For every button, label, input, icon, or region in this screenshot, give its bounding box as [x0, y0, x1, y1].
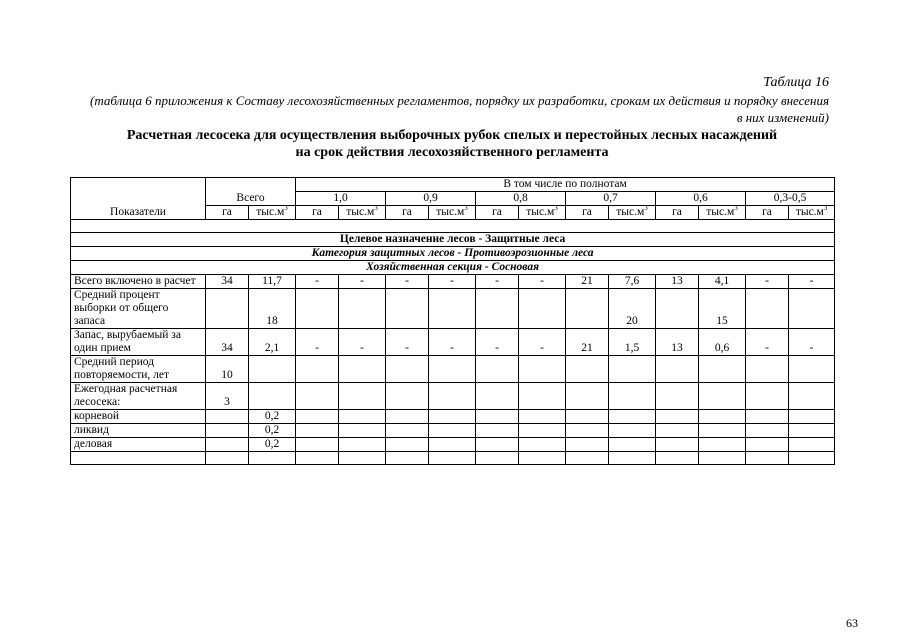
table-cell — [476, 424, 519, 438]
table-cell — [429, 438, 476, 452]
table-cell — [249, 383, 296, 410]
table-cell — [476, 410, 519, 424]
header-unit-ha: га — [476, 206, 519, 220]
table-cell — [609, 424, 656, 438]
table-cell — [566, 289, 609, 329]
header-density: 0,8 — [476, 192, 566, 206]
table-row — [71, 438, 835, 452]
table-cell — [519, 410, 566, 424]
table-cell: 0,2 — [249, 424, 296, 438]
table-row — [71, 383, 835, 410]
table-cell — [296, 289, 339, 329]
table-cell — [429, 356, 476, 383]
table-cell — [249, 356, 296, 383]
table-cell — [789, 410, 835, 424]
table-cell — [476, 383, 519, 410]
table-cell — [789, 438, 835, 452]
table-cell — [699, 424, 746, 438]
table-number: Таблица 16 — [763, 75, 829, 90]
table-cell — [656, 424, 699, 438]
table-cell — [296, 383, 339, 410]
table-cell — [746, 383, 789, 410]
table-cell — [339, 410, 386, 424]
table-cell — [476, 356, 519, 383]
table-cell: 13 — [656, 275, 699, 289]
table-cell — [339, 289, 386, 329]
table-cell — [386, 356, 429, 383]
table-cell — [609, 410, 656, 424]
table-cell: - — [296, 275, 339, 289]
table-cell: 10 — [206, 356, 249, 383]
table-cell: 18 — [249, 289, 296, 329]
table-row — [71, 424, 835, 438]
table-cell — [429, 383, 476, 410]
header-density: 1,0 — [296, 192, 386, 206]
table-cell — [386, 289, 429, 329]
table-cell: - — [519, 329, 566, 356]
table-cell: 0,2 — [249, 410, 296, 424]
table-cell — [746, 289, 789, 329]
table-cell — [519, 289, 566, 329]
table-cell — [296, 356, 339, 383]
table-cell: - — [789, 275, 835, 289]
header-unit-m3: $тыс.м^3$ — [609, 206, 656, 220]
header-including: В том числе по полнотам — [296, 178, 835, 192]
table-cell: - — [339, 275, 386, 289]
section-category: Категория защитных лесов - Противоэрозионные леса — [71, 247, 835, 261]
table-cell — [566, 356, 609, 383]
table-cell — [656, 410, 699, 424]
table-cell: - — [746, 275, 789, 289]
table-cell: 1,5 — [609, 329, 656, 356]
table-cell: - — [746, 329, 789, 356]
table-reference: (таблица 6 приложения к Составу лесохозяйственных регламентов, порядку их разработки, срокам их действия и порядку внесения в них изменений) — [90, 93, 829, 125]
header-unit-m3: $тыс.м^3$ — [429, 206, 476, 220]
table-cell — [296, 424, 339, 438]
table-cell — [429, 410, 476, 424]
header-unit-m3: $тыс.м^3$ — [519, 206, 566, 220]
row-label: Всего включено в расчет — [71, 275, 206, 289]
table-cell: 2,1 — [249, 329, 296, 356]
table-cell: - — [476, 275, 519, 289]
table-row — [71, 356, 835, 383]
header-density: 0,6 — [656, 192, 746, 206]
table-cell — [206, 424, 249, 438]
table-cell — [566, 410, 609, 424]
table-cell: - — [429, 275, 476, 289]
header-density: 0,7 — [566, 192, 656, 206]
table-cell — [699, 356, 746, 383]
row-label: Средний процент выборки от общего запаса — [71, 289, 206, 329]
table-cell — [386, 424, 429, 438]
section-economic: Хозяйственная секция - Сосновая — [71, 261, 835, 275]
title-line-2: на срок действия лесохозяйственного регламента — [295, 145, 609, 160]
table-cell — [746, 424, 789, 438]
header-total: Всего — [206, 178, 296, 206]
table-cell: 20 — [609, 289, 656, 329]
table-cell — [566, 424, 609, 438]
row-label: Ежегодная расчетная лесосека: — [71, 383, 206, 410]
table-cell — [699, 410, 746, 424]
table-cell: 15 — [699, 289, 746, 329]
table-cell — [609, 438, 656, 452]
table-cell: 11,7 — [249, 275, 296, 289]
table-cell — [609, 383, 656, 410]
header-unit-m3: $тыс.м^3$ — [339, 206, 386, 220]
table-cell — [386, 410, 429, 424]
section-purpose: Целевое назначение лесов - Защитные леса — [71, 233, 835, 247]
table-row — [71, 410, 835, 424]
table-cell: 21 — [566, 275, 609, 289]
header-unit-ha: га — [656, 206, 699, 220]
table-cell — [656, 356, 699, 383]
table-cell — [296, 410, 339, 424]
header-unit-ha: га — [206, 206, 249, 220]
table-cell: 3 — [206, 383, 249, 410]
table-cell — [429, 289, 476, 329]
table-cell — [746, 438, 789, 452]
table-cell: - — [339, 329, 386, 356]
table-cell: - — [519, 275, 566, 289]
table-cell — [386, 438, 429, 452]
table-cell — [386, 383, 429, 410]
table-cell: 4,1 — [699, 275, 746, 289]
header-unit-ha: га — [296, 206, 339, 220]
table-cell — [656, 289, 699, 329]
table-cell — [296, 438, 339, 452]
header-density: 0,3-0,5 — [746, 192, 835, 206]
header-unit-m3: $тыс.м^3$ — [699, 206, 746, 220]
table-cell — [699, 438, 746, 452]
table-cell — [789, 289, 835, 329]
table-cell — [566, 383, 609, 410]
page-number: 63 — [846, 616, 858, 630]
table-cell — [519, 438, 566, 452]
header-unit-ha: га — [746, 206, 789, 220]
table-cell — [609, 356, 656, 383]
row-label: Запас, вырубаемый за один прием — [71, 329, 206, 356]
table-cell — [656, 383, 699, 410]
table-cell — [566, 438, 609, 452]
header-unit-ha: га — [386, 206, 429, 220]
table-cell — [206, 289, 249, 329]
table-cell — [339, 356, 386, 383]
row-label: деловая — [71, 438, 206, 452]
table-cell: 0,2 — [249, 438, 296, 452]
table-cell — [519, 383, 566, 410]
header-unit-ha: га — [566, 206, 609, 220]
table-cell — [206, 410, 249, 424]
table-cell: - — [476, 329, 519, 356]
row-label: Средний период повторяемости, лет — [71, 356, 206, 383]
header-unit-m3: $тыс.м^3$ — [249, 206, 296, 220]
table-cell: 21 — [566, 329, 609, 356]
table-row — [71, 329, 835, 356]
row-label: ликвид — [71, 424, 206, 438]
table-cell — [789, 383, 835, 410]
header-density: 0,9 — [386, 192, 476, 206]
table-cell — [476, 289, 519, 329]
table-cell — [789, 356, 835, 383]
table-cell — [746, 410, 789, 424]
table-cell — [789, 424, 835, 438]
table-cell — [656, 438, 699, 452]
table-cell: - — [296, 329, 339, 356]
table-cell — [339, 424, 386, 438]
header-unit-m3: $тыс.м^3$ — [789, 206, 835, 220]
table-cell: - — [386, 275, 429, 289]
table-cell — [699, 383, 746, 410]
table-row — [71, 289, 835, 329]
table-cell: 13 — [656, 329, 699, 356]
row-label: корневой — [71, 410, 206, 424]
title-line-1: Расчетная лесосека для осуществления выборочных рубок спелых и перестойных лесных насаждений — [126, 128, 778, 143]
allowable-cut-table — [70, 177, 835, 465]
table-cell — [339, 438, 386, 452]
table-cell: 34 — [206, 329, 249, 356]
blank-row — [71, 220, 835, 233]
table-cell: - — [429, 329, 476, 356]
table-cell: 0,6 — [699, 329, 746, 356]
blank-row — [71, 452, 835, 465]
table-cell: 7,6 — [609, 275, 656, 289]
table-cell: - — [386, 329, 429, 356]
table-cell — [519, 424, 566, 438]
table-cell — [206, 438, 249, 452]
table-row — [71, 275, 835, 289]
table-cell — [476, 438, 519, 452]
table-cell — [746, 356, 789, 383]
table-cell — [429, 424, 476, 438]
table-cell — [339, 383, 386, 410]
table-cell: - — [789, 329, 835, 356]
table-cell — [519, 356, 566, 383]
header-indicators: Показатели — [71, 178, 206, 220]
document-title — [70, 127, 834, 161]
table-cell: 34 — [206, 275, 249, 289]
